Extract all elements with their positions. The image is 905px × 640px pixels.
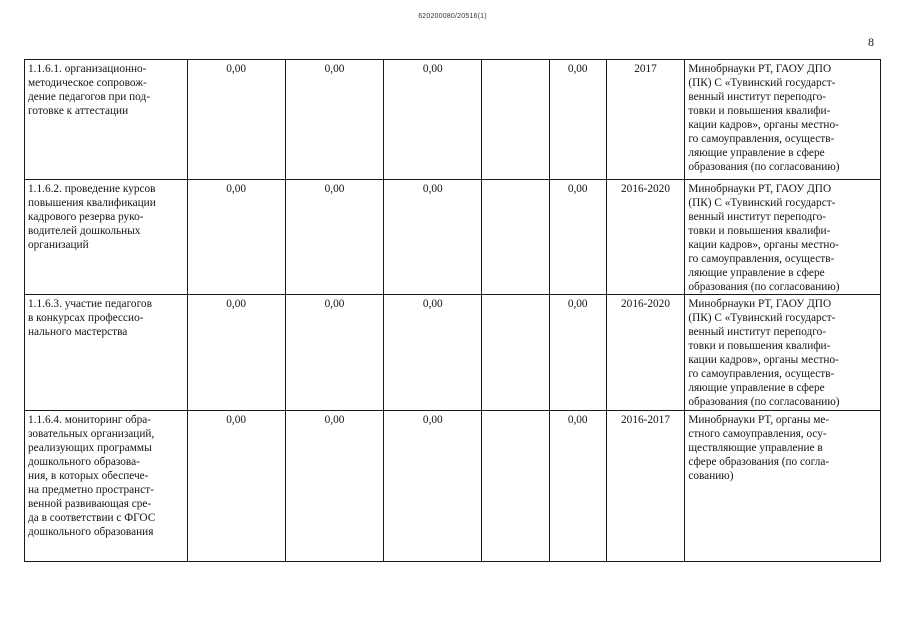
- table-row: [25, 60, 881, 180]
- value-cell-3: 0,00: [384, 411, 482, 562]
- value-cell-1: 0,00: [187, 180, 285, 295]
- value-cell-3: 0,00: [384, 295, 482, 411]
- value-cell-4: [482, 295, 549, 411]
- value-cell-5: 0,00: [549, 295, 606, 411]
- value-cell-4: [482, 180, 549, 295]
- value-cell-1: 0,00: [187, 60, 285, 180]
- value-cell-2: 0,00: [285, 295, 383, 411]
- responsible-cell: Минобрнауки РТ, ГАОУ ДПО (ПК) С «Тувинский государст- венный институт переподго- товки и повышения квалифи- кации кадров», органы местно- го самоуправления, осуществ- ляющие управление в сфере образования (по согласованию): [685, 295, 881, 411]
- measure-description: 1.1.6.4. мониторинг обра- зовательных организаций, реализующих программы дошкольного образова- ния, в которых обеспече- на предметно пространст- венной развивающая сре- да в соответствии с ФГОС дошкольного образования: [25, 411, 188, 562]
- value-cell-2: 0,00: [285, 180, 383, 295]
- value-cell-1: 0,00: [187, 295, 285, 411]
- document-id: 620200080/20516(1): [418, 13, 487, 20]
- value-cell-4: [482, 60, 549, 180]
- years-cell: 2017: [606, 60, 685, 180]
- table-row: [25, 180, 881, 295]
- measure-description: 1.1.6.2. проведение курсов повышения квалификации кадрового резерва руко- водителей дошкольных организаций: [25, 180, 188, 295]
- value-cell-2: 0,00: [285, 411, 383, 562]
- value-cell-3: 0,00: [384, 180, 482, 295]
- value-cell-1: 0,00: [187, 411, 285, 562]
- value-cell-2: 0,00: [285, 60, 383, 180]
- page-number: 8: [868, 35, 874, 49]
- value-cell-3: 0,00: [384, 60, 482, 180]
- table-row: [25, 411, 881, 562]
- responsible-cell: Минобрнауки РТ, ГАОУ ДПО (ПК) С «Тувинский государст- венный институт переподго- товки и повышения квалифи- кации кадров», органы местно- го самоуправления, осуществ- ляющие управление в сфере образования (по согласованию): [685, 60, 881, 180]
- years-cell: 2016-2020: [606, 180, 685, 295]
- responsible-cell: Минобрнауки РТ, ГАОУ ДПО (ПК) С «Тувинский государст- венный институт переподго- товки и повышения квалифи- кации кадров», органы местно- го самоуправления, осуществ- ляющие управление в сфере образования (по согласованию): [685, 180, 881, 295]
- years-cell: 2016-2020: [606, 295, 685, 411]
- table-row: [25, 295, 881, 411]
- value-cell-5: 0,00: [549, 411, 606, 562]
- measures-table: [24, 59, 881, 562]
- years-cell: 2016-2017: [606, 411, 685, 562]
- value-cell-4: [482, 411, 549, 562]
- responsible-cell: Минобрнауки РТ, органы ме- стного самоуправления, осу- ществляющие управление в сфере образования (по согла- сованию): [685, 411, 881, 562]
- value-cell-5: 0,00: [549, 60, 606, 180]
- value-cell-5: 0,00: [549, 180, 606, 295]
- measure-description: 1.1.6.1. организационно- методическое сопровож- дение педагогов при под- готовке к аттестации: [25, 60, 188, 180]
- measure-description: 1.1.6.3. участие педагогов в конкурсах профессио- нального мастерства: [25, 295, 188, 411]
